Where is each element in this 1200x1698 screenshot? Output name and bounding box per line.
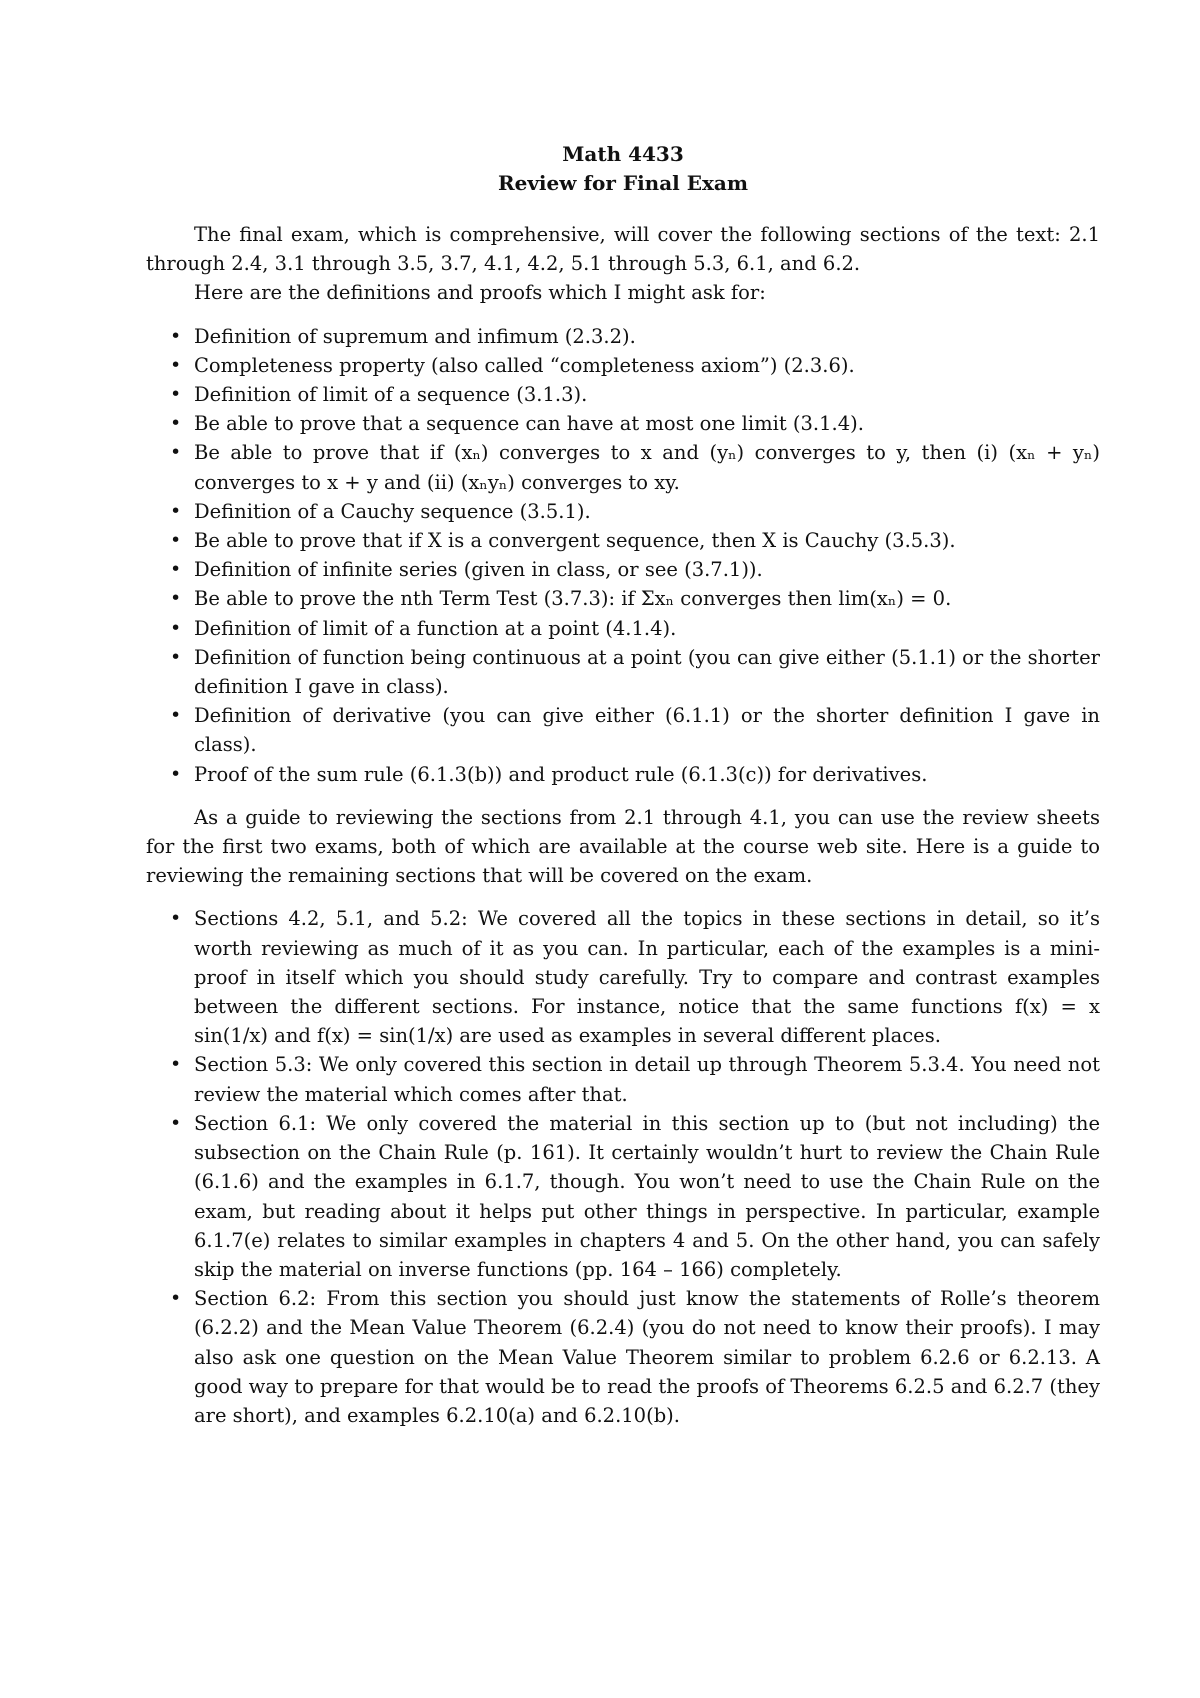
list-item: • Definition of infinite series (given in class, or see (3.7.1)). [146, 555, 1100, 584]
list-item: • Proof of the sum rule (6.1.3(b)) and product rule (6.1.3(c)) for derivatives. [146, 760, 1100, 789]
list-item: • Definition of function being continuous at a point (you can give either (5.1.1) or the shorter definition I gave in class). [146, 643, 1100, 701]
bullet-icon: • [170, 1053, 182, 1076]
bullet-icon: • [170, 412, 182, 435]
bullet-icon: • [170, 324, 182, 347]
bullet-icon: • [170, 1287, 182, 1310]
bullet-icon: • [170, 704, 182, 727]
bullet-icon: • [170, 645, 182, 668]
title-block [146, 140, 1100, 198]
bullet-icon: • [170, 762, 182, 785]
list-item: • Sections 4.2, 5.1, and 5.2: We covered all the topics in these sections in detail, so it’s worth reviewing as much of it as you can. In particular, each of the examples is a mini-proof in itself which you should study carefully. Try to compare and contrast examples between the different sections. For instance, notice that the same functions f(x) = x sin(1/x) and f(x) = sin(1/x) are used as examples in several different places. [146, 904, 1100, 1050]
bullet-icon: • [170, 383, 182, 406]
list-item: • Be able to prove that if (xₙ) converges to x and (yₙ) converges to y, then (i) (xₙ + yₙ) converges to x + y and (ii) (xₙyₙ) converges to xy. [146, 438, 1100, 496]
list-item: • Section 6.2: From this section you should just know the statements of Rolle’s theorem (6.2.2) and the Mean Value Theorem (6.2.4) (you do not need to know their proofs). I may also ask one question on the Mean Value Theorem similar to problem 6.2.6 or 6.2.13. A good way to prepare for that would be to read the proofs of Theorems 6.2.5 and 6.2.7 (they are short), and examples 6.2.10(a) and 6.2.10(b). [146, 1284, 1100, 1430]
course-title: Math 4433 [562, 142, 684, 166]
bullet-icon: • [170, 558, 182, 581]
guide-paragraph: As a guide to reviewing the sections from 2.1 through 4.1, you can use the review sheets for the first two exams, both of which are available at the course web site. Here is a guide to reviewing the remaining sections that will be covered on the exam. [146, 805, 1100, 888]
document-body [146, 140, 1100, 1430]
list-item: • Completeness property (also called “completeness axiom”) (2.3.6). [146, 351, 1100, 380]
bullet-icon: • [170, 353, 182, 376]
list-item: • Definition of limit of a function at a point (4.1.4). [146, 614, 1100, 643]
list-item: • Be able to prove that a sequence can have at most one limit (3.1.4). [146, 409, 1100, 438]
list-item: • Be able to prove the nth Term Test (3.7.3): if Σxₙ converges then lim(xₙ) = 0. [146, 584, 1100, 613]
list-item: • Section 6.1: We only covered the material in this section up to (but not including) the subsection on the Chain Rule (p. 161). It certainly wouldn’t hurt to review the Chain Rule (6.1.6) and the examples in 6.1.7, though. You won’t need to use the Chain Rule on the exam, but reading about it helps put other things in perspective. In particular, example 6.1.7(e) relates to similar examples in chapters 4 and 5. On the other hand, you can safely skip the material on inverse functions (pp. 164 – 166) completely. [146, 1109, 1100, 1284]
list-item: • Be able to prove that if X is a convergent sequence, then X is Cauchy (3.5.3). [146, 526, 1100, 555]
intro-paragraph: The final exam, which is comprehensive, will cover the following sections of the text: 2.1 through 2.4, 3.1 through 3.5, 3.7, 4.1, 4.2, 5.1 through 5.3, 6.1, and 6.2. [146, 223, 1100, 276]
list-item: • Definition of limit of a sequence (3.1.3). [146, 380, 1100, 409]
list-item: • Section 5.3: We only covered this section in detail up through Theorem 5.3.4. You need not review the material which comes after that. [146, 1050, 1100, 1108]
bullet-icon: • [170, 616, 182, 639]
bullet-icon: • [170, 907, 182, 930]
list-item: • Definition of supremum and infimum (2.3.2). [146, 322, 1100, 351]
document-title: Review for Final Exam [497, 171, 749, 195]
list-item: • Definition of derivative (you can give either (6.1.1) or the shorter definition I gave in class). [146, 701, 1100, 759]
definitions-lead: Here are the definitions and proofs which I might ask for: [194, 281, 766, 305]
bullet-icon: • [170, 441, 182, 464]
bullet-icon: • [170, 587, 182, 610]
bullet-icon: • [170, 1111, 182, 1134]
sections-list [146, 904, 1100, 1430]
definitions-list [146, 322, 1100, 789]
list-item: • Definition of a Cauchy sequence (3.5.1). [146, 497, 1100, 526]
bullet-icon: • [170, 499, 182, 522]
bullet-icon: • [170, 529, 182, 552]
